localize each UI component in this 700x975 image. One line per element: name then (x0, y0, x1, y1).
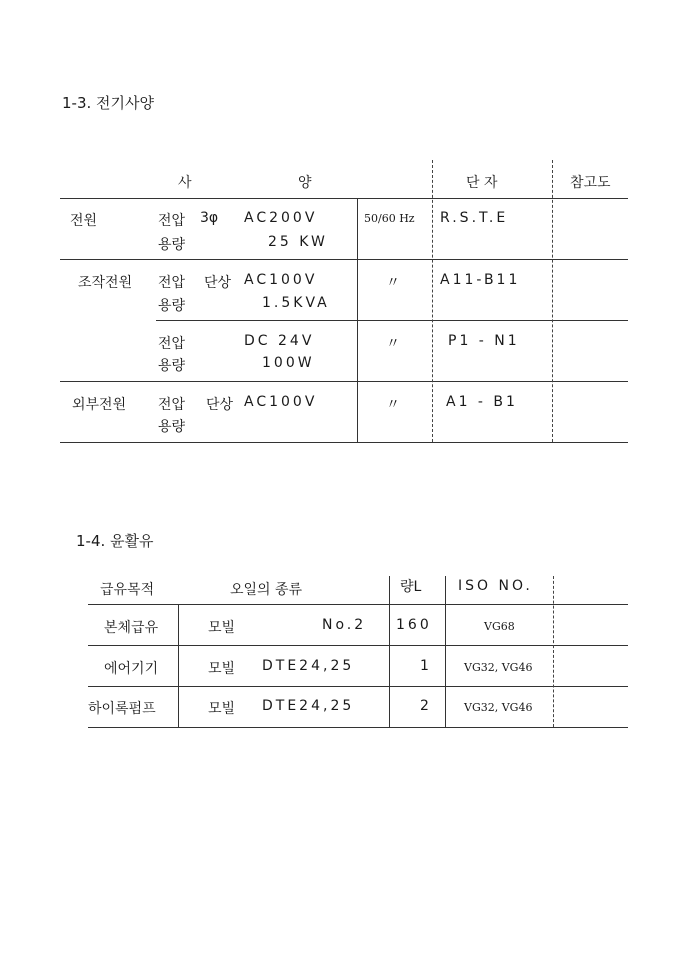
row-label-capacity: 용량 (158, 237, 186, 253)
column-divider (178, 604, 179, 727)
row-frequency: 〃 (386, 336, 400, 352)
row-iso: VG68 (484, 620, 515, 633)
row-oil-model: No.2 (322, 617, 367, 633)
row-terminal: A11-B11 (440, 272, 521, 288)
table-rule (60, 381, 628, 382)
header-amount: 량L (400, 579, 422, 595)
row-capacity-value: 100W (262, 355, 315, 371)
row-oil-brand: 모빌 (208, 661, 236, 677)
row-label-capacity: 용량 (158, 298, 186, 314)
row-capacity-value: 25 KW (268, 234, 328, 250)
row-capacity-value: 1.5KVA (262, 295, 330, 311)
column-divider (357, 198, 358, 442)
row-oil-model: DTE24,25 (262, 698, 355, 714)
row-terminal: R.S.T.E (440, 210, 509, 226)
table-rule (60, 442, 628, 443)
header-reference: 참고도 (570, 175, 611, 191)
row-category: 전원 (70, 213, 98, 229)
row-oil-brand: 모빌 (208, 701, 236, 717)
row-phase: 단상 (206, 397, 234, 413)
section-title-lubricant: 1-4. 윤활유 (76, 532, 154, 550)
table-rule (60, 198, 628, 199)
header-purpose: 급유목적 (100, 582, 155, 598)
header-oil-type: 오일의 종류 (230, 582, 303, 598)
row-label-capacity: 용량 (158, 358, 186, 374)
row-purpose: 본체급유 (104, 620, 159, 636)
row-terminal: P1 - N1 (448, 333, 520, 349)
row-oil-brand: 모빌 (208, 620, 236, 636)
row-purpose: 에어기기 (104, 661, 159, 677)
row-terminal: A1 - B1 (446, 394, 518, 410)
column-divider (445, 576, 446, 727)
column-divider (432, 160, 433, 442)
section-title-electrical: 1-3. 전기사양 (62, 94, 154, 112)
row-phase: 단상 (204, 275, 232, 291)
row-phase: 3φ (200, 210, 219, 226)
table-rule (88, 645, 628, 646)
table-rule (156, 320, 628, 321)
row-label-voltage: 전압 (158, 397, 186, 413)
row-category: 조작전원 (78, 275, 133, 291)
row-amount: 160 (396, 617, 432, 633)
row-frequency: 50/60 Hz (364, 212, 415, 225)
row-oil-model: DTE24,25 (262, 658, 355, 674)
table-rule (88, 604, 628, 605)
header-spec-a: 사 (178, 175, 192, 191)
row-label-voltage: 전압 (158, 275, 186, 291)
column-divider (553, 576, 554, 727)
row-voltage-value: AC200V (244, 210, 318, 226)
row-voltage-value: AC100V (244, 272, 318, 288)
row-category: 외부전원 (72, 397, 127, 413)
header-terminal: 단 자 (466, 175, 498, 191)
row-frequency: 〃 (386, 275, 400, 291)
row-voltage-value: AC100V (244, 394, 318, 410)
row-voltage-value: DC 24V (244, 333, 315, 349)
header-spec-b: 양 (298, 175, 312, 191)
row-iso: VG32, VG46 (464, 661, 533, 674)
row-label-voltage: 전압 (158, 336, 186, 352)
row-iso: VG32, VG46 (464, 701, 533, 714)
row-amount: 2 (420, 698, 432, 714)
header-iso: ISO NO. (458, 578, 533, 594)
table-rule (88, 727, 628, 728)
column-divider (552, 160, 553, 442)
table-rule (88, 686, 628, 687)
row-purpose: 하이록펌프 (88, 701, 156, 717)
row-amount: 1 (420, 658, 432, 674)
table-rule (60, 259, 628, 260)
row-label-voltage: 전압 (158, 213, 186, 229)
row-label-capacity: 용량 (158, 419, 186, 435)
row-frequency: 〃 (386, 397, 400, 413)
column-divider (389, 576, 390, 727)
